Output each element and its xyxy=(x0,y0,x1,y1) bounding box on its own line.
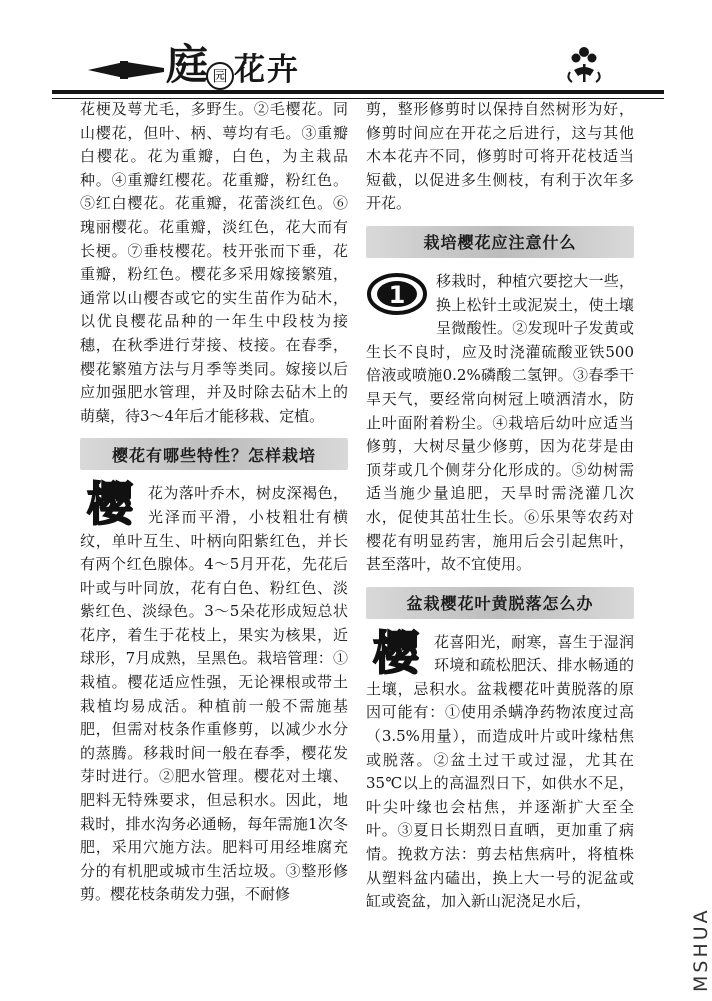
brand-title-main: 庭 xyxy=(166,40,209,89)
brand-title-circle: 园 xyxy=(206,62,234,90)
header-rule-thick xyxy=(52,90,664,94)
circled-number-one-text: 1 xyxy=(388,280,406,309)
circled-number-one-icon xyxy=(366,272,428,316)
potted-paragraph xyxy=(366,625,634,914)
potted-body: 花喜阳光，耐寒，喜生于湿润环境和疏松肥沃、排水畅通的土壤，忌积水。盆栽樱花叶黄脱落的原因可能有：①使用杀螨净药物浓度过高（3.5%用量），而造成叶片或叶缘枯焦或脱落。②盆土过干或过湿，尤其在35℃以上的高温烈日下，如供水不足，叶尖叶缘也会枯焦，并逐渐扩大至全叶。③夏日长期烈日直晒，更加重了病情。挽救方法：剪去枯焦病叶，将植株从塑料盆内磕出，换上大一号的泥盆或缸或瓷盆，加入新山泥浇足水后， xyxy=(366,632,634,911)
right-column xyxy=(366,98,634,914)
dropcap-ying-2: 樱 xyxy=(373,625,419,680)
watermark-text: MSHUA xyxy=(690,907,712,992)
right-continued-paragraph: 剪，整形修剪时以保持自然树形为好，修剪时间应在开花之后进行，这与其他木本花卉不同，修剪时可将开花枝适当短截，以促进多生侧枝，有利于次年多开花。 xyxy=(366,100,634,213)
dropcap-ying-1: 樱 xyxy=(87,477,133,532)
left-column xyxy=(80,98,348,907)
brand-title-rest: 花卉 xyxy=(234,52,300,88)
page-header xyxy=(0,0,708,110)
cautions-body: 移栽时，种植穴要挖大一些，换上松针土或泥炭土，使土壤呈微酸性。②发现叶子发黄或生长不良时，应及时浇灌硫酸亚铁500倍液或喷施0.2%磷酸二氢钾。③春季干旱天气，要经常向树冠上喷洒清水，防止叶面附着粉尘。④栽培后幼叶应适当修剪，大树尽量少修剪，因为花芽是由顶芽或几个侧芽分化形成的。⑤幼树需适当施少量追肥，天旱时需浇灌几次水，促使其茁壮生长。⑥乐果等农药对樱花有明显药害，施用后会引起焦叶，甚至落叶，故不宜使用。 xyxy=(366,271,634,574)
characteristics-body: 花为落叶乔木，树皮深褐色，光泽而平滑，小枝粗壮有横纹，单叶互生、叶柄向阳紫红色，并长有两个红色腺体。4～5月开花，先花后叶或与叶同放，花有白色、粉红色、淡紫红色、淡绿色。3～5朵花形成短总状花序，着生于花枝上，果实为核果，近球形，7月成熟，呈黑色。栽培管理：①栽植。樱花适应性强，无论裸根或带土栽植均易成活。种植前一般不需施基肥，但需对枝条作重修剪，以减少水分的蒸腾。移栽时间一般在春季，樱花发芽时进行。②肥水管理。樱花对土壤、肥料无特殊要求，但忌积水。因此，地栽时，排水沟务必通畅，每年需施1次冬肥，采用穴施方法。肥料可用经堆腐充分的有机肥或城市生活垃圾。③整形修剪。樱花枝条萌发力强，不耐修 xyxy=(80,484,348,904)
section-title-cautions: 栽培樱花应注意什么 xyxy=(366,226,634,258)
ribbon-ornament-icon xyxy=(86,58,166,82)
flower-logo-icon xyxy=(562,42,606,86)
characteristics-paragraph xyxy=(80,477,348,907)
section-title-characteristics: 樱花有哪些特性？怎样栽培 xyxy=(80,438,348,470)
left-continued-paragraph: 花梗及萼尤毛，多野生。②毛樱花。同山樱花，但叶、柄、萼均有毛。③重瓣白樱花。花为重瓣，白色，为主栽品种。④重瓣红樱花。花重瓣，粉红色。⑤红白樱花。花重瓣，花蕾淡红色。⑥瑰丽樱花。花重瓣，淡红色，花大而有长梗。⑦垂枝樱花。枝开张而下垂，花重瓣，粉红色。樱花多采用嫁接繁殖，通常以山樱杏或它的实生苗作为砧木，以优良樱花品种的一年生中段枝为接穗，在秋季进行芽接、枝接。在春季，樱花繁殖方法与月季等类同。嫁接以后应加强肥水管理，并及时除去砧木上的萌蘖，待3～4年后才能移栽、定植。 xyxy=(80,100,348,425)
section-title-potted-yellow-leaves: 盆栽樱花叶黄脱落怎么办 xyxy=(366,587,634,619)
cautions-paragraph xyxy=(366,270,634,577)
